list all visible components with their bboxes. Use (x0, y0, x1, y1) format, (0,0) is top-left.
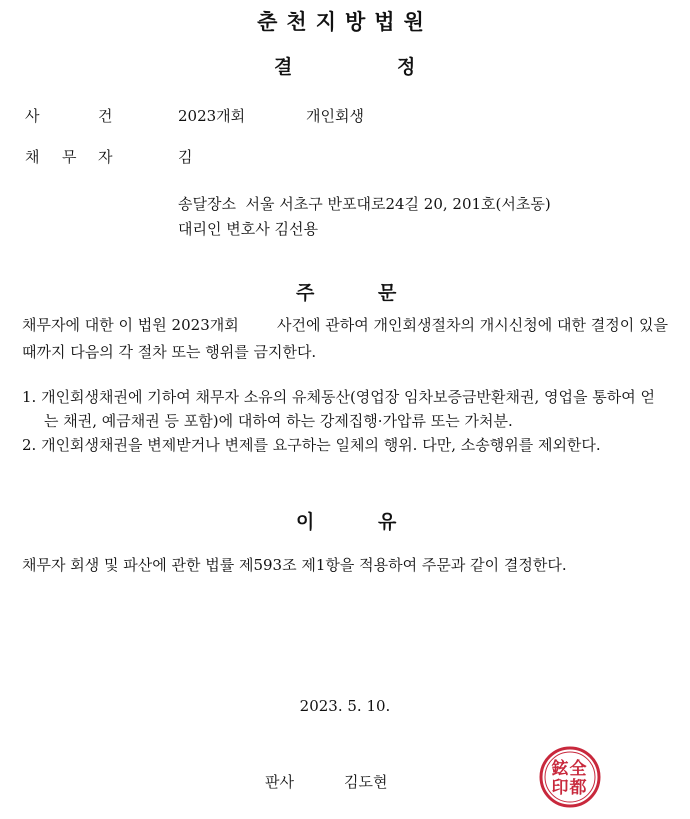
decision-title-left: 결 (274, 56, 293, 78)
seal-char-3: 鉉 (551, 759, 569, 779)
order-text: 채무자에 대한 이 법원 2023개회 사건에 관하여 개인회생절차의 개시신청에 대한 결정이 있을 때까지 다음의 각 절차 또는 행위를 금지한다. (22, 316, 673, 361)
order-item-1: 1. 개인회생채권에 기하여 채무자 소유의 유체동산(영업장 임차보증금반환채권, 영업을 통하여 얻는 채권, 예금채권 등 포함)에 대하여 하는 강제집행·가압류 또는 가처분. (22, 388, 655, 430)
seal-char-1: 全 (569, 759, 587, 779)
reason-heading-left: 이 (296, 511, 315, 533)
reason-text: 채무자 회생 및 파산에 관한 법률 제593조 제1항을 적용하여 주문과 같이 결정한다. (22, 556, 567, 574)
judge-seal-stamp (538, 745, 602, 809)
decision-date: 2023. 5. 10. (299, 697, 391, 715)
debtor-label-a: 채 (25, 148, 40, 166)
order-item-2: 2. 개인회생채권을 변제받거나 변제를 요구하는 일체의 행위. 다만, 소송행위를 제외한다. (22, 436, 601, 454)
service-address: 송달장소 서울 서초구 반포대로24길 20, 201호(서초동) (178, 195, 551, 213)
agent-attorney: 대리인 변호사 김선용 (178, 220, 318, 238)
order-heading-left: 주 (296, 282, 315, 304)
judge-name: 김도현 (344, 773, 388, 791)
seal-char-4: 印 (551, 778, 569, 798)
decision-title-right: 정 (397, 56, 416, 78)
debtor-name: 김 (178, 148, 193, 166)
judge-title: 판사 (265, 773, 294, 791)
seal-char-2: 都 (569, 778, 587, 798)
order-heading-right: 문 (378, 282, 397, 304)
case-type: 개인회생 (306, 107, 364, 125)
case-label-a: 사 (25, 107, 40, 125)
case-label-b: 건 (98, 107, 113, 125)
debtor-label-c: 자 (98, 148, 113, 166)
debtor-label-b: 무 (62, 148, 77, 166)
court-name: 춘천지방법원 (257, 10, 433, 34)
reason-heading-right: 유 (378, 511, 397, 533)
case-number: 2023개회 (178, 107, 246, 125)
